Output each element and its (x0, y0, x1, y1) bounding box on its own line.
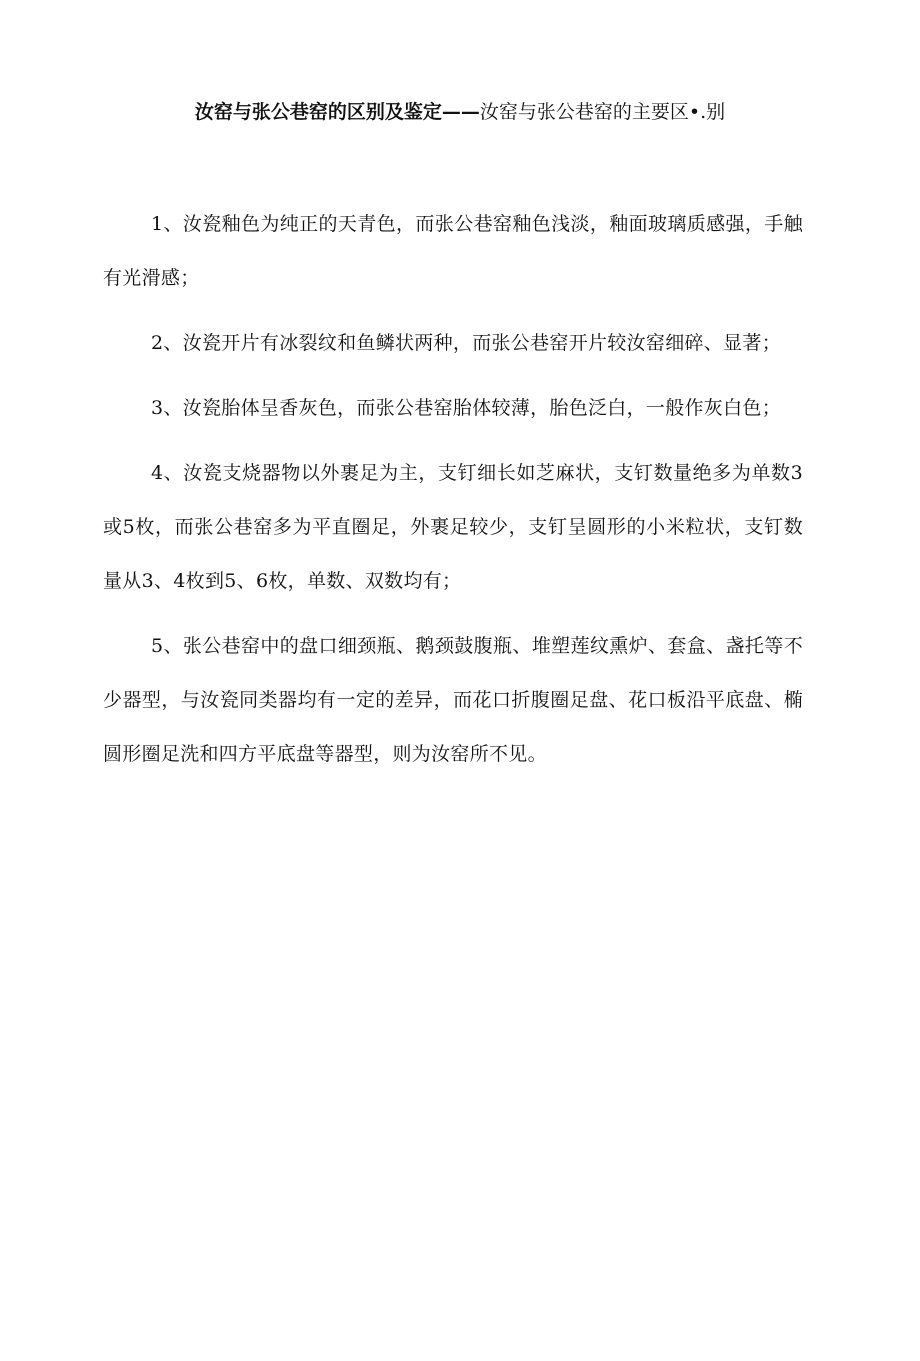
paragraph-2: 2、汝瓷开片有冰裂纹和鱼鳞状两种，而张公巷窑开片较汝窑细碎、显著； (151, 332, 781, 354)
paragraph-4: 4、汝瓷支烧器物以外裹足为主，支钉细长如芝麻状，支钉数量绝多为单数3或5枚，而张公巷窑多为平直圈足，外裹足较少，支钉呈圆形的小米粒状，支钉数量从3、4枚到5、6枚，单数、双数均有； (103, 462, 803, 592)
document-title (0, 98, 920, 126)
paragraph-5: 5、张公巷窑中的盘口细颈瓶、鹅颈鼓腹瓶、堆塑莲纹熏炉、套盒、盏托等不少器型，与汝瓷同类器均有一定的差异，而花口折腹圈足盘、花口板沿平底盘、椭圆形圈足洗和四方平底盘等器型，则为汝窑所不见。 (103, 635, 803, 765)
title-sub: 汝窑与张公巷窑的主要区•.别 (479, 101, 726, 123)
paragraph-3: 3、汝瓷胎体呈香灰色，而张公巷窑胎体较薄，胎色泛白，一般作灰白色； (151, 397, 781, 419)
paragraph-1: 1、汝瓷釉色为纯正的天青色，而张公巷窑釉色浅淡，釉面玻璃质感强，手触有光滑感； (103, 213, 803, 289)
document-body (103, 197, 803, 792)
title-main: 汝窑与张公巷窑的区别及鉴定—— (194, 101, 480, 123)
